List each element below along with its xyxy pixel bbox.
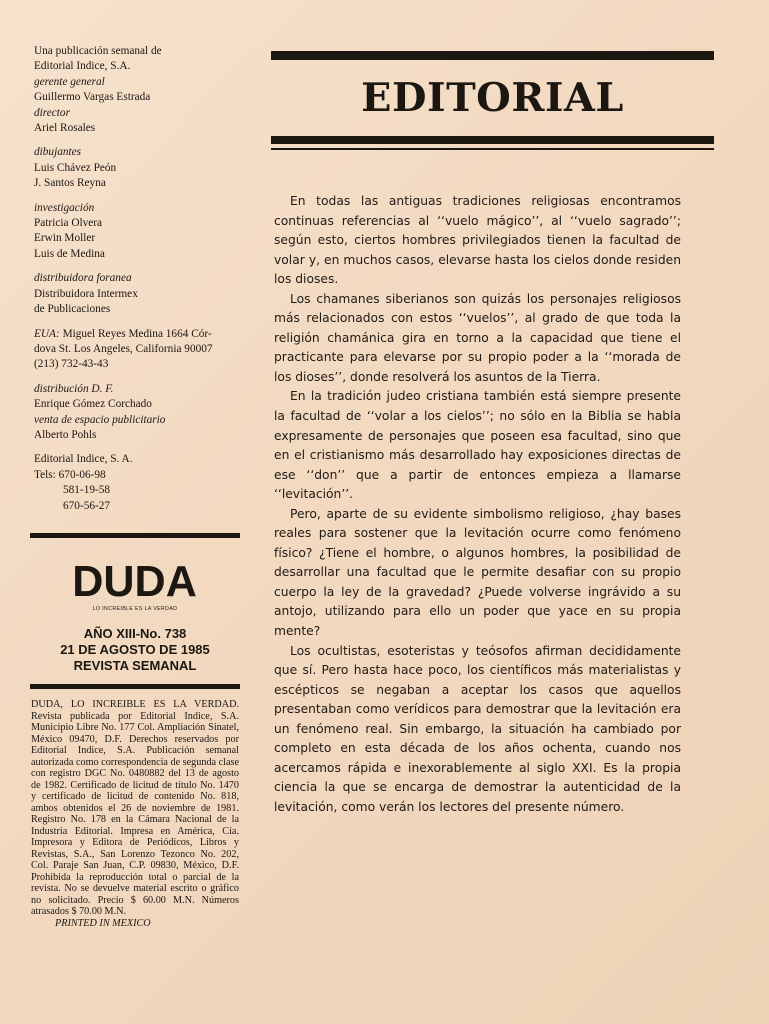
credit-role: distribución D. F. (34, 382, 114, 395)
credit-line: Editorial Indice, S.A. (34, 60, 131, 73)
contact-block (34, 452, 244, 514)
phone-line (34, 468, 244, 483)
credit-name: Distribuidora Intermex (34, 287, 138, 300)
logo-tagline: LO INCREIBLE ES LA VERDAD (92, 606, 178, 612)
legal-notice (31, 699, 239, 929)
credit-role: venta de espacio publicitario (34, 413, 166, 426)
company-name: Editorial Indice, S. A. (34, 453, 133, 466)
credit-name: de Publicaciones (34, 303, 111, 316)
title-bar-thin (271, 148, 714, 150)
editorial-paragraph: En todas las antiguas tradiciones religiosas encontramos continuas referencias al ‘‘vuelo mágico’’, al ‘‘vuelo sagrado’’; según esto, ciertos hombres privilegiados tienen la facultad de volar y, en muchos casos, elevarse hasta los cielos donde residen los dioses. (274, 194, 681, 287)
credit-name: Ariel Rosales (34, 122, 96, 135)
editorial-paragraph: Pero, aparte de su evidente simbolismo religioso, ¿hay bases reales para sostener que la levitación ocurre como fenómeno físico? ¿Tiene el hombre, o algunos hombres, la posibilidad de desarrollar una facultad que le permite desafiar con su propio cuerpo la ley de la gravedad? ¿Puede volverse ingrávido a su antojo, utilizando para ello un poder que yace en su propia mente? (274, 506, 681, 639)
title-bar-top (271, 51, 714, 60)
credit-role: director (34, 106, 70, 119)
credit-name: J. Santos Reyna (34, 177, 106, 190)
phone-number: 670-06-98 (58, 468, 106, 481)
credit-name: Patricia Olvera (34, 217, 103, 230)
credit-name: Erwin Moller (34, 232, 96, 245)
credit-role: EUA: (34, 327, 60, 340)
research-block (34, 201, 244, 263)
credit-name: Luis Chávez Peón (34, 161, 117, 174)
credit-line (34, 327, 244, 342)
phone-number: 670-56-27 (63, 499, 111, 512)
issue-type: REVISTA SEMANAL (73, 658, 197, 673)
foreign-distribution-block (34, 271, 244, 317)
credit-name: Guillermo Vargas Estrada (34, 91, 151, 104)
credit-line: Una publicación semanal de (34, 45, 162, 57)
phone-number: 581-19-58 (63, 484, 111, 497)
issue-number: AÑO XIII-No. 738 (83, 626, 187, 641)
credit-line: (213) 732-43-43 (34, 358, 109, 371)
title-bar-bottom (271, 136, 714, 144)
editorial-paragraph: Los ocultistas, esoteristas y teósofos afirman decididamente que sí. Pero hasta hace poco, los científicos más materialistas y escépticos se negaban a aceptar los casos que aquellos presentaban como verídicos para demostrar que la levitación era un fenómeno real. Sin embargo, la situación ha cambiado por completo en esta década de los años ochenta, cuando nos acercamos rápida e inexorablemente al siglo XXI. Es la propia ciencia la que se encarga de demostrar la autenticidad de la levitación, como verán los lectores del presente número. (274, 643, 681, 814)
divider-rule (30, 684, 240, 689)
credit-name: Miguel Reyes Medina 1664 Cór- (62, 327, 212, 340)
legal-text: DUDA, LO INCREIBLE ES LA VERDAD. Revista publicada por Editorial Indice, S.A. Municipio Libre No. 177 Col. Ampliación Sinatel, México 09470, D.F. Derechos reservados por Editorial Indice, S.A. Publicación semanal autorizada como correspondencia de segunda clase con registro DGC No. 0480882 del 13 de agosto de 1982. Certificado de licitud de título No. 1470 y certificado de licitud de contenido No. 818, ambos obtenidos el 26 de noviembre de 1981. Registro No. 178 en la Cámara Nacional de la Industria Editorial. Impresa en América, Cía. Impresora y Editora de Periódicos, Libros y Revistas, S.A., San Lorenzo Tezonco No. 202, Col. Paraje San Juan, C.P. 09830, México, D.F. Prohibida la reproducción total o parcial de la revista. No se devuelve material escrito o gráfico no solicitado. Precio $ 60.00 M.N. Números atrasados $ 70.00 M.N. (31, 699, 239, 917)
credit-role: gerente general (34, 75, 105, 88)
publisher-block (34, 44, 244, 136)
credit-role: dibujantes (34, 146, 82, 159)
credit-name: Enrique Gómez Corchado (34, 398, 152, 411)
credit-name: Luis de Medina (34, 247, 105, 260)
editorial-paragraph: Los chamanes siberianos son quizás los personajes religiosos más relacionados con estos ‘‘vuelos’’, al grado de que toda la religión chamánica gira en torno a la capacidad que tiene el practicante para elevarse por su propio poder a la ‘‘morada de los dioses’’, donde resolverá los asuntos de la Tierra. (274, 291, 681, 384)
divider-rule (30, 533, 240, 538)
credit-role: investigación (34, 201, 95, 214)
usa-block (34, 327, 244, 373)
issue-info (30, 626, 240, 674)
editorial-body (274, 192, 681, 818)
illustrators-block (34, 145, 244, 191)
editorial-paragraph: En la tradición judeo cristiana también está siempre presente la facultad de ‘‘volar a los cielos’’; no sólo en la Biblia se habla expresamente de personajes que poseen esa facultad, sino que en el cristianismo más desarrollado hay exposiciones directas de ese ‘‘don’’ que a partir de entonces empieza a llamarse ‘‘levitación’’. (274, 389, 681, 502)
printed-in-note: PRINTED IN MEXICO (55, 917, 151, 929)
duda-logo (60, 557, 210, 612)
credit-name: Alberto Pohls (34, 428, 97, 441)
issue-date: 21 DE AGOSTO DE 1985 (60, 642, 210, 657)
df-distribution-block (34, 382, 244, 444)
logo-wordmark: DUDA (72, 557, 198, 606)
credit-role: distribuidora foranea (34, 272, 132, 285)
phone-label: Tels: (34, 468, 56, 481)
credit-line: dova St. Los Angeles, California 90007 (34, 342, 213, 355)
editorial-title: EDITORIAL (361, 75, 624, 121)
masthead-credits (34, 44, 244, 514)
